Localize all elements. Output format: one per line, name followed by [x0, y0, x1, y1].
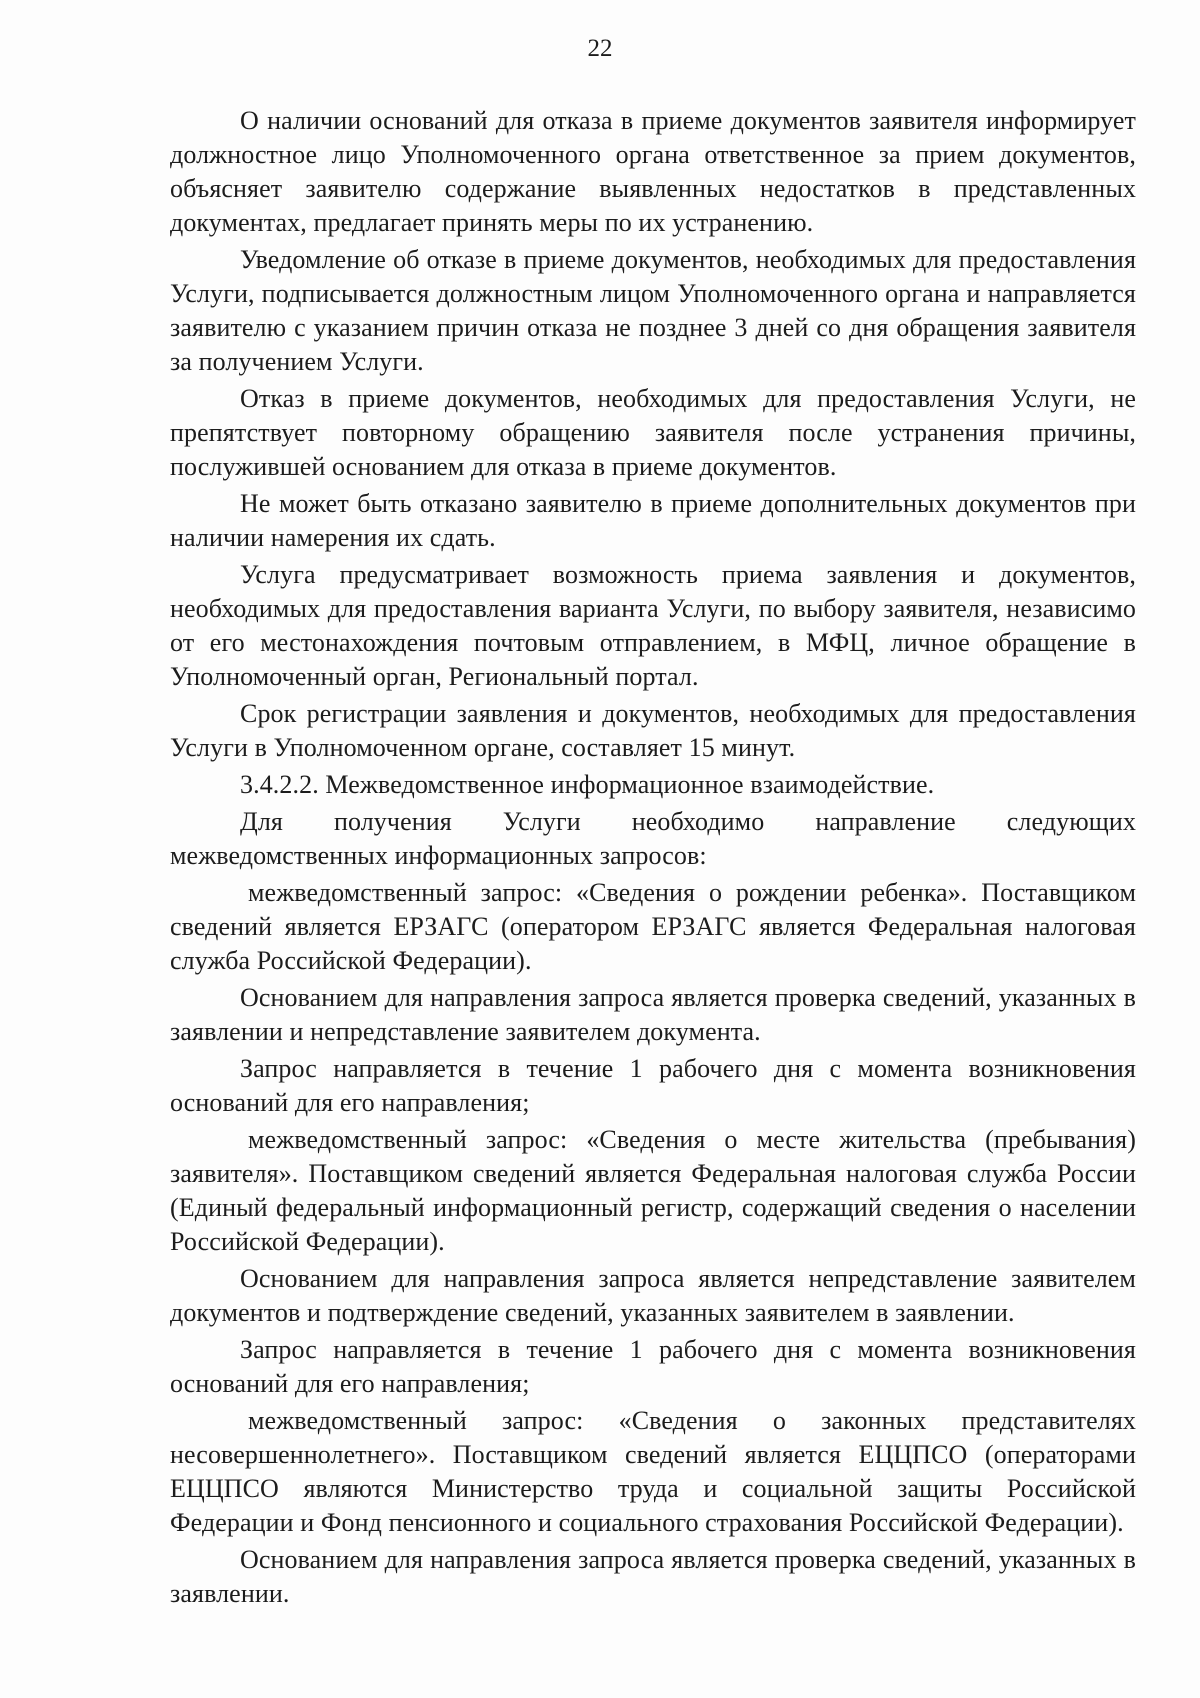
paragraph: Запрос направляется в течение 1 рабочего дня с момента возникновения оснований для его направления;: [170, 1054, 1136, 1117]
paragraph: О наличии оснований для отказа в приеме документов заявителя информирует должностное лицо Уполномоченного органа ответственное за прием документов, объясняет заявителю содержание выявленных недостатков в представленных документах, предлагает принять меры по их устранению.: [170, 106, 1136, 237]
list-item: межведомственный запрос: «Сведения о месте жительства (пребывания) заявителя». Поставщиком сведений является Федеральная налоговая служба России (Единый федеральный информационный регистр, содержащий сведения о населении Российской Федерации).: [170, 1125, 1136, 1256]
paragraph: Основанием для направления запроса является проверка сведений, указанных в заявлении.: [170, 1545, 1136, 1608]
document-body: [170, 104, 1136, 1611]
paragraph: Для получения Услуги необходимо направление следующих межведомственных информационных запросов:: [170, 807, 1136, 870]
paragraph: Запрос направляется в течение 1 рабочего дня с момента возникновения оснований для его направления;: [170, 1335, 1136, 1398]
list-item: межведомственный запрос: «Сведения о законных представителях несовершеннолетнего». Поставщиком сведений является ЕЦЦПСО (операторами ЕЦЦПСО являются Министерство труда и социальной защиты Российской Федерации и Фонд пенсионного и социального страхования Российской Федерации).: [170, 1406, 1136, 1537]
paragraph: Отказ в приеме документов, необходимых для предоставления Услуги, не препятствует повторному обращению заявителя после устранения причины, послужившей основанием для отказа в приеме документов.: [170, 384, 1136, 481]
paragraph: Услуга предусматривает возможность приема заявления и документов, необходимых для предоставления варианта Услуги, по выбору заявителя, независимо от его местонахождения почтовым отправлением, в МФЦ, личное обращение в Уполномоченный орган, Региональный портал.: [170, 560, 1136, 691]
section-heading: 3.4.2.2. Межведомственное информационное взаимодействие.: [240, 770, 935, 799]
paragraph: Не может быть отказано заявителю в приеме дополнительных документов при наличии намерения их сдать.: [170, 489, 1136, 552]
page-number: 22: [587, 35, 613, 62]
paragraph: Уведомление об отказе в приеме документов, необходимых для предоставления Услуги, подписывается должностным лицом Уполномоченного органа и направляется заявителю с указанием причин отказа не позднее 3 дней со дня обращения заявителя за получением Услуги.: [170, 245, 1136, 376]
paragraph: Основанием для направления запроса является проверка сведений, указанных в заявлении и непредставление заявителем документа.: [170, 983, 1136, 1046]
list-item: межведомственный запрос: «Сведения о рождении ребенка». Поставщиком сведений является ЕРЗАГС (оператором ЕРЗАГС является Федеральная налоговая служба Российской Федерации).: [170, 878, 1136, 975]
paragraph: Основанием для направления запроса является непредставление заявителем документов и подтверждение сведений, указанных заявителем в заявлении.: [170, 1264, 1136, 1327]
paragraph: Срок регистрации заявления и документов, необходимых для предоставления Услуги в Уполномоченном органе, составляет 15 минут.: [170, 699, 1136, 762]
